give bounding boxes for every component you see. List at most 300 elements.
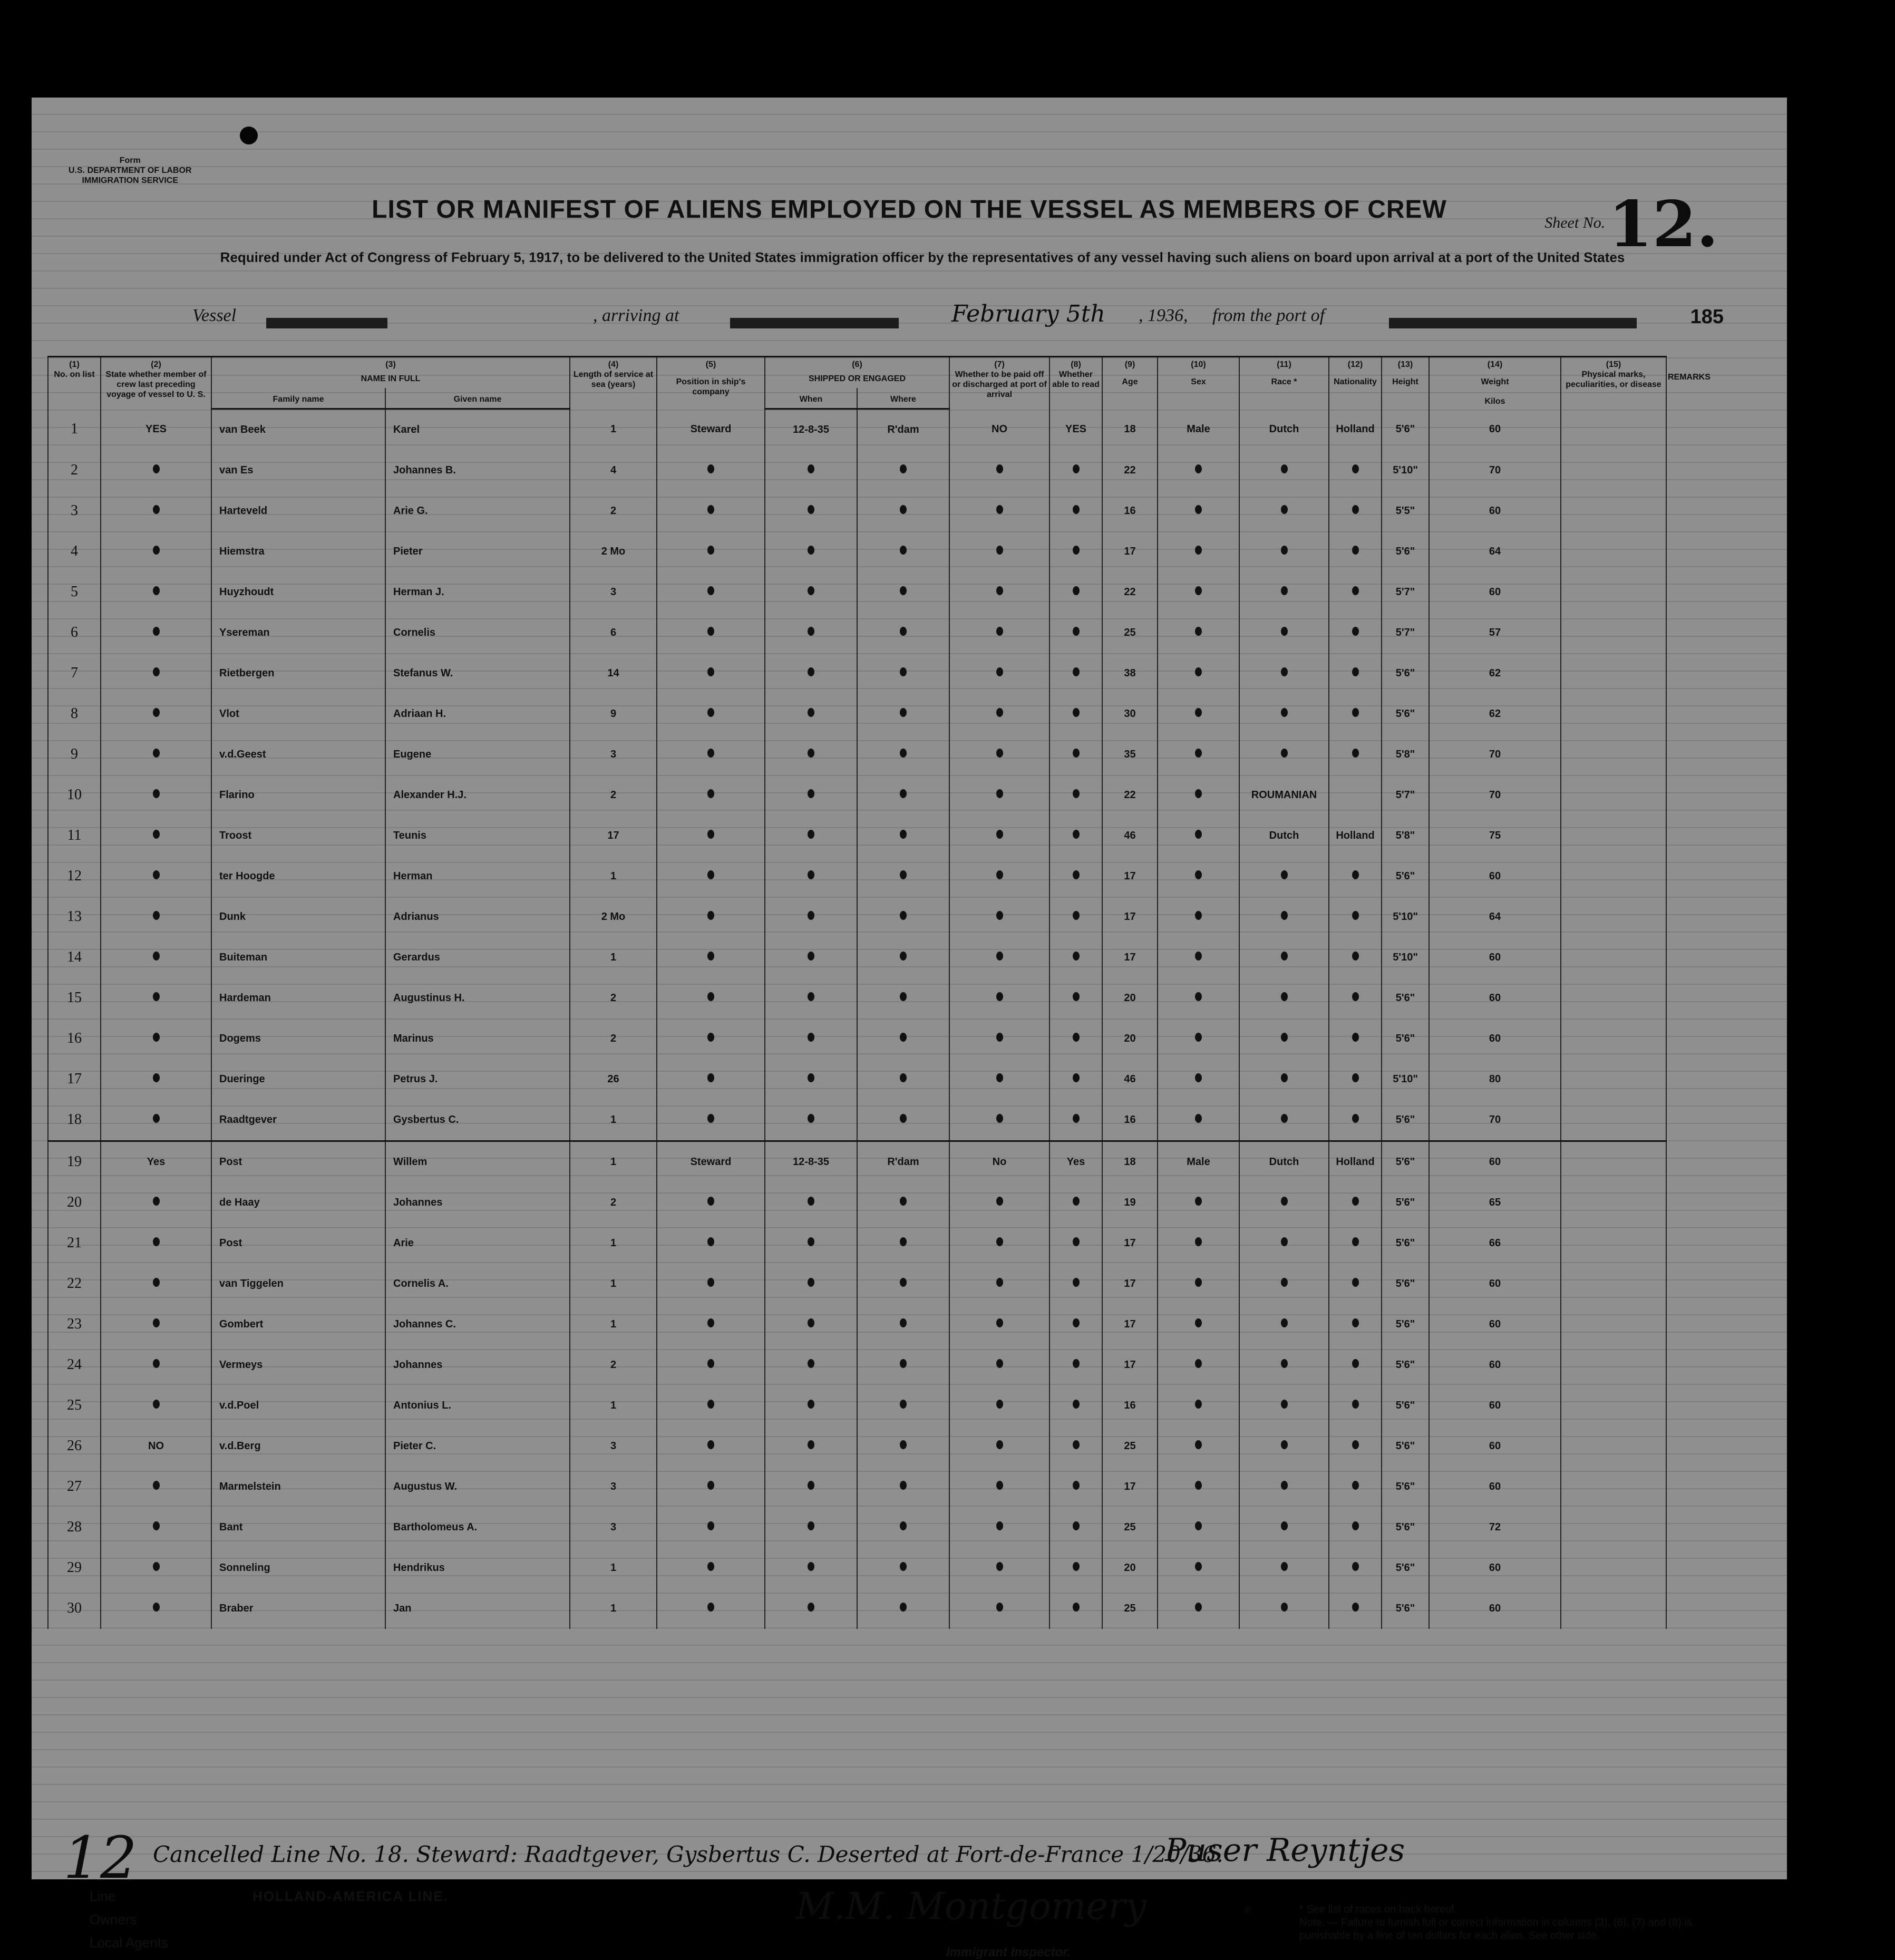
cell-where <box>857 1426 949 1467</box>
ditto-mark <box>1281 505 1288 514</box>
ditto-mark <box>1281 546 1288 555</box>
cell-paid <box>949 1182 1049 1223</box>
cell-position <box>657 1467 765 1507</box>
ditto-mark <box>1073 667 1080 676</box>
cell-race <box>1239 1548 1329 1588</box>
arrival-date: February 5th <box>951 300 1105 327</box>
cell-when <box>765 1223 857 1264</box>
ditto-mark <box>707 667 714 676</box>
cell-nationality: Holland <box>1329 816 1382 856</box>
ditto-mark <box>1073 992 1080 1001</box>
ditto-mark <box>1195 464 1202 473</box>
ditto-mark <box>1281 1237 1288 1246</box>
ditto-mark <box>1281 1440 1288 1449</box>
cell-able <box>1049 450 1102 491</box>
ditto-mark <box>1352 708 1359 717</box>
cell-length: 3 <box>570 572 657 613</box>
cell-height: 5'10" <box>1382 897 1429 937</box>
col-position: (5) Position in ship's company <box>657 357 765 409</box>
ditto-mark <box>1281 992 1288 1001</box>
cell-height: 5'5" <box>1382 491 1429 531</box>
ditto-mark <box>1195 1318 1202 1327</box>
cell-sex <box>1158 978 1239 1018</box>
cell-race <box>1239 856 1329 897</box>
cell-nationality <box>1329 775 1382 816</box>
cell-paid <box>949 1059 1049 1100</box>
cell-no: 28 <box>48 1507 101 1548</box>
ditto-mark <box>153 627 160 636</box>
ditto-mark <box>1352 1033 1359 1042</box>
cell-where <box>857 450 949 491</box>
ditto-mark <box>900 546 907 555</box>
cell-given: Pieter <box>385 531 570 572</box>
ditto-mark <box>900 749 907 758</box>
cell-when <box>765 816 857 856</box>
cell-able <box>1049 734 1102 775</box>
col-shipped: (6) SHIPPED OR ENGAGED <box>765 357 949 388</box>
table-row <box>48 937 1666 978</box>
cell-weight: 66 <box>1429 1223 1561 1264</box>
ditto-mark <box>153 667 160 676</box>
col-nationality: (12) Nationality <box>1329 357 1382 409</box>
cell-position <box>657 1345 765 1385</box>
cell-marks <box>1561 1507 1666 1548</box>
col-given: Given name <box>385 388 570 409</box>
cell-family: Huyzhoudt <box>211 572 385 613</box>
cell-when <box>765 1467 857 1507</box>
table-row <box>48 450 1666 491</box>
cell-length: 1 <box>570 856 657 897</box>
cell-where: R'dam <box>857 409 949 450</box>
cell-when <box>765 694 857 734</box>
cell-marks <box>1561 897 1666 937</box>
cell-paid: No <box>949 1141 1049 1182</box>
cell-no: 20 <box>48 1182 101 1223</box>
ditto-mark <box>900 870 907 879</box>
cell-length: 2 Mo <box>570 531 657 572</box>
ditto-mark <box>1073 1562 1080 1571</box>
cell-given: Teunis <box>385 816 570 856</box>
cell-length: 3 <box>570 734 657 775</box>
ditto-mark <box>900 1562 907 1571</box>
ditto-mark <box>153 1603 160 1612</box>
cell-given: Stefanus W. <box>385 653 570 694</box>
cell-family: Sonneling <box>211 1548 385 1588</box>
ditto-mark <box>153 830 160 839</box>
cell-given: Johannes <box>385 1182 570 1223</box>
ditto-mark <box>996 505 1003 514</box>
cell-no: 22 <box>48 1264 101 1304</box>
cell-position <box>657 1264 765 1304</box>
ditto-mark <box>808 952 814 960</box>
cell-sex <box>1158 1385 1239 1426</box>
cell-marks <box>1561 694 1666 734</box>
cell-length: 3 <box>570 1467 657 1507</box>
ditto-mark <box>996 1033 1003 1042</box>
ditto-mark <box>707 1197 714 1206</box>
cell-height: 5'6" <box>1382 531 1429 572</box>
cell-position <box>657 1182 765 1223</box>
sheet-number-label: Sheet No. <box>1544 214 1606 231</box>
cell-no: 17 <box>48 1059 101 1100</box>
cell-nationality <box>1329 1385 1382 1426</box>
ditto-mark <box>707 911 714 920</box>
cell-race: Dutch <box>1239 816 1329 856</box>
cell-sex <box>1158 1304 1239 1345</box>
col-sex: (10) Sex <box>1158 357 1239 409</box>
punch-hole <box>240 127 258 144</box>
ditto-mark <box>1195 1481 1202 1490</box>
cell-no: 23 <box>48 1304 101 1345</box>
ditto-mark <box>900 911 907 920</box>
cell-weight: 60 <box>1429 409 1561 450</box>
cell-paid <box>949 1304 1049 1345</box>
cell-marks <box>1561 1264 1666 1304</box>
cell-state <box>101 1507 211 1548</box>
cell-age: 35 <box>1102 734 1158 775</box>
cell-length: 1 <box>570 1385 657 1426</box>
cell-nationality <box>1329 572 1382 613</box>
cell-no: 13 <box>48 897 101 937</box>
ditto-mark <box>1073 1400 1080 1409</box>
cell-state <box>101 1018 211 1059</box>
cell-race <box>1239 1507 1329 1548</box>
ditto-mark <box>996 1400 1003 1409</box>
table-row <box>48 1467 1666 1507</box>
ditto-mark <box>900 1481 907 1490</box>
cell-length: 1 <box>570 1223 657 1264</box>
cell-position <box>657 775 765 816</box>
ditto-mark <box>808 1073 814 1082</box>
cell-nationality <box>1329 1588 1382 1629</box>
cell-family: Bant <box>211 1507 385 1548</box>
cell-height: 5'8" <box>1382 734 1429 775</box>
cell-able <box>1049 1548 1102 1588</box>
cell-state <box>101 1264 211 1304</box>
cell-state <box>101 450 211 491</box>
footer <box>90 1885 449 1954</box>
cell-weight: 72 <box>1429 1507 1561 1548</box>
cell-paid <box>949 613 1049 653</box>
ditto-mark <box>808 911 814 920</box>
col-race: (11) Race * <box>1239 357 1329 409</box>
ditto-mark <box>900 1359 907 1368</box>
ditto-mark <box>1281 586 1288 595</box>
manifest-sheet <box>32 98 1787 1959</box>
cell-state <box>101 1588 211 1629</box>
ditto-mark <box>1352 464 1359 473</box>
cell-able <box>1049 775 1102 816</box>
cell-given: Hendrikus <box>385 1548 570 1588</box>
cell-when <box>765 1182 857 1223</box>
cell-no: 6 <box>48 613 101 653</box>
ditto-mark <box>1073 830 1080 839</box>
ditto-mark <box>808 1400 814 1409</box>
ditto-mark <box>900 464 907 473</box>
cell-nationality <box>1329 937 1382 978</box>
ditto-mark <box>808 505 814 514</box>
cell-no: 15 <box>48 978 101 1018</box>
cell-family: Buiteman <box>211 937 385 978</box>
cell-length: 1 <box>570 409 657 450</box>
cell-age: 17 <box>1102 1264 1158 1304</box>
cell-state <box>101 897 211 937</box>
cell-age: 38 <box>1102 653 1158 694</box>
cell-paid <box>949 937 1049 978</box>
cell-nationality <box>1329 978 1382 1018</box>
cell-when <box>765 531 857 572</box>
cell-when: 12-8-35 <box>765 1141 857 1182</box>
cell-marks <box>1561 1304 1666 1345</box>
ditto-mark <box>1352 1278 1359 1287</box>
cell-nationality <box>1329 1223 1382 1264</box>
cell-when <box>765 653 857 694</box>
cell-family: Ysereman <box>211 613 385 653</box>
cell-given: Johannes B. <box>385 450 570 491</box>
cell-able <box>1049 856 1102 897</box>
cell-age: 17 <box>1102 1304 1158 1345</box>
cell-nationality <box>1329 1264 1382 1304</box>
cell-height: 5'10" <box>1382 450 1429 491</box>
departure-port-redacted <box>1389 312 1637 332</box>
cell-no: 1 <box>48 409 101 450</box>
ditto-mark <box>1352 870 1359 879</box>
cell-nationality <box>1329 450 1382 491</box>
ditto-mark <box>707 789 714 798</box>
ditto-mark <box>153 505 160 514</box>
ditto-mark <box>153 911 160 920</box>
ditto-mark <box>153 870 160 879</box>
cell-no: 14 <box>48 937 101 978</box>
cancellation-note <box>63 1808 1223 1891</box>
ditto-mark <box>1352 1603 1359 1612</box>
ditto-mark <box>900 789 907 798</box>
cell-no: 12 <box>48 856 101 897</box>
ditto-mark <box>900 1033 907 1042</box>
ditto-mark <box>808 1318 814 1327</box>
cell-marks <box>1561 491 1666 531</box>
cell-given: Willem <box>385 1141 570 1182</box>
cell-race <box>1239 491 1329 531</box>
cell-able: Yes <box>1049 1141 1102 1182</box>
table-row <box>48 856 1666 897</box>
cell-where <box>857 1264 949 1304</box>
cell-height: 5'7" <box>1382 572 1429 613</box>
cell-when <box>765 1426 857 1467</box>
cell-nationality <box>1329 491 1382 531</box>
cell-race: Dutch <box>1239 1141 1329 1182</box>
ditto-mark <box>1352 1359 1359 1368</box>
ditto-mark <box>1352 1400 1359 1409</box>
cell-state <box>101 1059 211 1100</box>
sheet-number-value: 12. <box>1608 187 1718 261</box>
cell-when <box>765 1345 857 1385</box>
ditto-mark <box>153 1278 160 1287</box>
ditto-mark <box>996 1603 1003 1612</box>
cell-able <box>1049 1304 1102 1345</box>
ditto-mark <box>153 789 160 798</box>
cell-given: Pieter C. <box>385 1426 570 1467</box>
cell-height: 5'6" <box>1382 1507 1429 1548</box>
cell-where <box>857 531 949 572</box>
ditto-mark <box>1281 1521 1288 1530</box>
cell-family: Braber <box>211 1588 385 1629</box>
cell-given: Alexander H.J. <box>385 775 570 816</box>
cell-paid <box>949 1507 1049 1548</box>
cell-age: 17 <box>1102 1223 1158 1264</box>
cell-family: Vermeys <box>211 1345 385 1385</box>
ditto-mark <box>1073 505 1080 514</box>
ditto-mark <box>808 749 814 758</box>
cell-age: 18 <box>1102 1141 1158 1182</box>
cell-position <box>657 1223 765 1264</box>
cell-length: 2 <box>570 1182 657 1223</box>
ditto-mark <box>1352 1562 1359 1571</box>
ditto-mark <box>1073 1197 1080 1206</box>
ditto-mark <box>1352 1481 1359 1490</box>
cell-state <box>101 1100 211 1141</box>
cell-age: 18 <box>1102 409 1158 450</box>
cell-paid <box>949 978 1049 1018</box>
cell-state: NO <box>101 1426 211 1467</box>
ditto-mark <box>1073 1237 1080 1246</box>
ditto-mark <box>996 870 1003 879</box>
cell-no: 19 <box>48 1141 101 1182</box>
ditto-mark <box>153 1114 160 1123</box>
cell-no: 5 <box>48 572 101 613</box>
cell-race: Dutch <box>1239 409 1329 450</box>
cell-where <box>857 1059 949 1100</box>
cell-marks <box>1561 450 1666 491</box>
col-weight: (14) Weight Kilos <box>1429 357 1561 409</box>
cell-state <box>101 775 211 816</box>
cell-length: 1 <box>570 1588 657 1629</box>
cancellation-text: Cancelled Line No. 18. Steward: Raadtgever, Gysbertus C. Deserted at Fort-de-France 1/20/36. <box>152 1841 1223 1867</box>
cell-height: 5'6" <box>1382 1018 1429 1059</box>
cell-weight: 60 <box>1429 856 1561 897</box>
department-name: U.S. DEPARTMENT OF LABOR <box>69 166 192 175</box>
col-marks: (15) Physical marks, peculiarities, or disease <box>1561 357 1666 409</box>
cell-paid <box>949 491 1049 531</box>
cell-no: 27 <box>48 1467 101 1507</box>
cell-sex <box>1158 572 1239 613</box>
cell-race <box>1239 897 1329 937</box>
ditto-mark <box>900 505 907 514</box>
cell-weight: 64 <box>1429 531 1561 572</box>
ditto-mark <box>1281 1603 1288 1612</box>
cell-length: 1 <box>570 1141 657 1182</box>
ditto-mark <box>1352 1237 1359 1246</box>
cell-length: 17 <box>570 816 657 856</box>
form-label: Form <box>119 156 141 165</box>
cell-given: Adriaan H. <box>385 694 570 734</box>
ditto-mark <box>808 586 814 595</box>
ditto-mark <box>1352 749 1359 758</box>
cell-age: 25 <box>1102 1588 1158 1629</box>
cell-family: ter Hoogde <box>211 856 385 897</box>
ditto-mark <box>1281 1197 1288 1206</box>
ditto-mark <box>153 1481 160 1490</box>
ditto-mark <box>1073 749 1080 758</box>
cell-length: 2 <box>570 491 657 531</box>
ditto-mark <box>1281 1278 1288 1287</box>
cell-when <box>765 1059 857 1100</box>
cell-state <box>101 531 211 572</box>
ditto-mark <box>153 1562 160 1571</box>
cell-sex: Male <box>1158 409 1239 450</box>
cell-when <box>765 978 857 1018</box>
cell-able <box>1049 978 1102 1018</box>
cell-length: 2 <box>570 978 657 1018</box>
cell-where <box>857 1385 949 1426</box>
cell-race <box>1239 1467 1329 1507</box>
cell-no: 2 <box>48 450 101 491</box>
cell-height: 5'6" <box>1382 1385 1429 1426</box>
cell-no: 10 <box>48 775 101 816</box>
cell-race <box>1239 613 1329 653</box>
cell-position <box>657 653 765 694</box>
ditto-mark <box>996 952 1003 960</box>
cell-no: 8 <box>48 694 101 734</box>
cell-where <box>857 1100 949 1141</box>
cell-given: Herman J. <box>385 572 570 613</box>
ditto-mark <box>707 830 714 839</box>
cell-paid <box>949 572 1049 613</box>
cell-when <box>765 856 857 897</box>
ditto-mark <box>900 992 907 1001</box>
cell-sex <box>1158 1548 1239 1588</box>
cell-position <box>657 1548 765 1588</box>
ditto-mark <box>1281 1400 1288 1409</box>
cell-weight: 70 <box>1429 1100 1561 1141</box>
cell-family: Hiemstra <box>211 531 385 572</box>
ditto-mark <box>1195 830 1202 839</box>
vessel-line <box>192 300 1750 332</box>
cell-able <box>1049 1467 1102 1507</box>
ditto-mark <box>1281 464 1288 473</box>
ditto-mark <box>707 546 714 555</box>
cell-race <box>1239 531 1329 572</box>
cell-age: 17 <box>1102 1467 1158 1507</box>
col-where: Where <box>857 388 949 409</box>
cell-family: v.d.Geest <box>211 734 385 775</box>
cell-able <box>1049 897 1102 937</box>
ditto-mark <box>1073 911 1080 920</box>
cell-height: 5'6" <box>1382 409 1429 450</box>
cell-able <box>1049 1264 1102 1304</box>
cell-marks <box>1561 1588 1666 1629</box>
cell-given: Bartholomeus A. <box>385 1507 570 1548</box>
ditto-mark <box>1073 1603 1080 1612</box>
ditto-mark <box>1195 749 1202 758</box>
line-label: Line <box>90 1888 116 1904</box>
cell-age: 19 <box>1102 1182 1158 1223</box>
cell-able <box>1049 1182 1102 1223</box>
cell-state: Yes <box>101 1141 211 1182</box>
cell-length: 4 <box>570 450 657 491</box>
ditto-mark <box>996 586 1003 595</box>
cell-family: Hardeman <box>211 978 385 1018</box>
cell-height: 5'7" <box>1382 613 1429 653</box>
cell-state <box>101 1548 211 1588</box>
arriving-label: , arriving at <box>593 306 679 325</box>
cell-height: 5'6" <box>1382 653 1429 694</box>
cell-paid <box>949 1345 1049 1385</box>
cell-race <box>1239 572 1329 613</box>
ditto-mark <box>996 1481 1003 1490</box>
cell-weight: 80 <box>1429 1059 1561 1100</box>
ditto-mark <box>707 1603 714 1612</box>
